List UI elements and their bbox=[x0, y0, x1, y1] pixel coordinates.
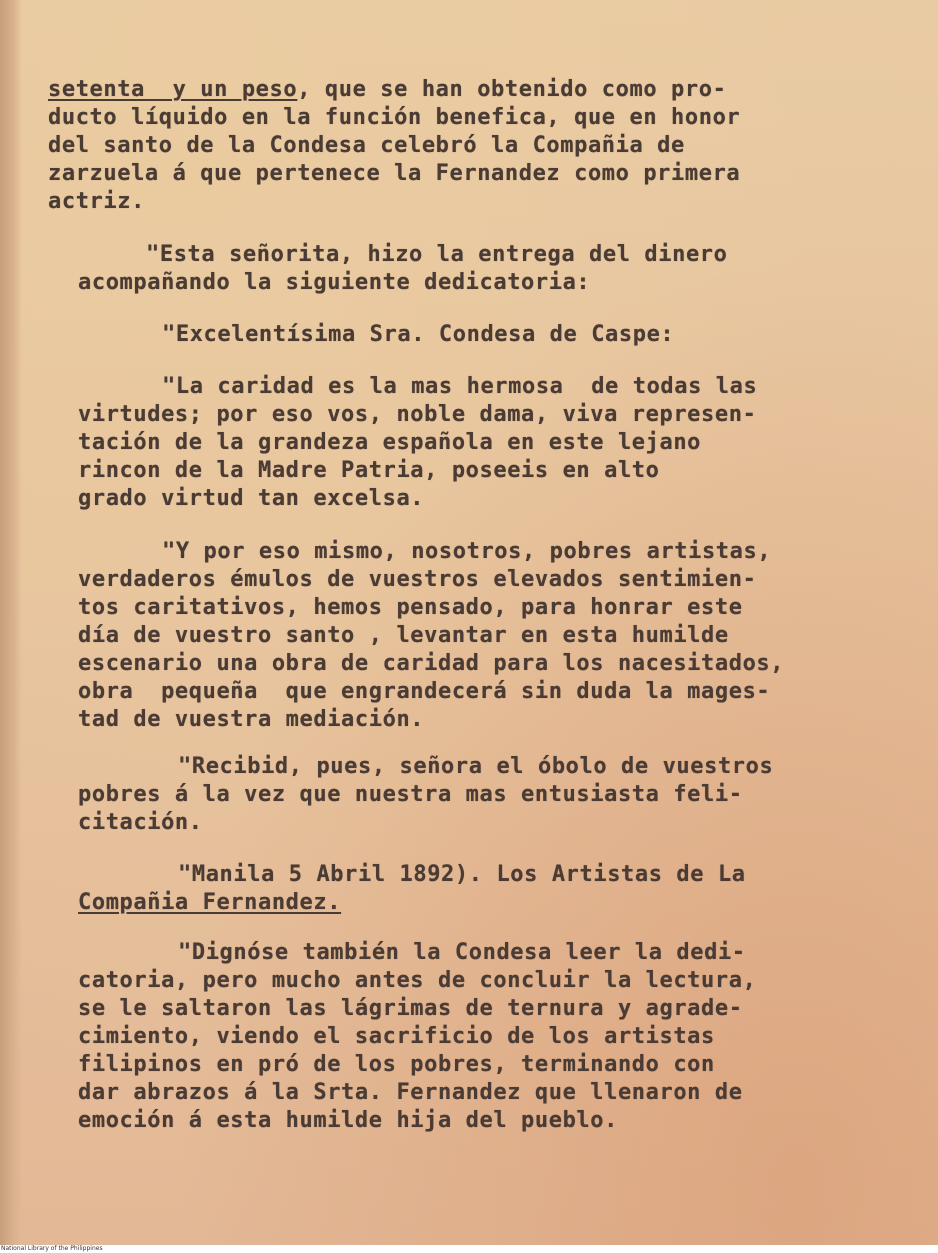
text-line-23: citación. bbox=[78, 810, 203, 835]
text-line-26: "Dignóse también la Condesa leer la dedi- bbox=[178, 940, 746, 965]
text-line-22: pobres á la vez que nuestra mas entusiasta feli- bbox=[78, 782, 743, 807]
text-line-11: tación de la grandeza española en este lejano bbox=[78, 430, 702, 455]
text-line-32: emoción á esta humilde hija del pueblo. bbox=[78, 1108, 618, 1133]
text-line-19: obra pequeña que engrandecerá sin duda la mages- bbox=[78, 679, 771, 704]
text-line-27: catoria, pero mucho antes de concluir la lectura, bbox=[78, 968, 757, 993]
text-line-1 bbox=[48, 76, 726, 104]
text-line-14: "Y por eso mismo, nosotros, pobres artistas, bbox=[162, 539, 772, 564]
underlined-phrase: setenta y un peso bbox=[48, 77, 298, 102]
text-line-15: verdaderos émulos de vuestros elevados sentimien- bbox=[78, 567, 757, 592]
text-line-24: "Manila 5 Abril 1892). Los Artistas de La bbox=[178, 862, 746, 887]
text-line-21: "Recibid, pues, señora el óbolo de vuestros bbox=[178, 754, 774, 779]
text-line-31: dar abrazos á la Srta. Fernandez que llenaron de bbox=[78, 1080, 743, 1105]
text-line-18: escenario una obra de caridad para los nacesitados, bbox=[78, 651, 785, 676]
text-line-28: se le saltaron las lágrimas de ternura y agrade- bbox=[78, 996, 743, 1021]
text-line-2: ducto líquido en la función benefica, que en honor bbox=[48, 105, 741, 130]
text-line-16: tos caritativos, hemos pensado, para honrar este bbox=[78, 595, 743, 620]
text-line-20: tad de vuestra mediación. bbox=[78, 707, 425, 732]
text-line-8: "Excelentísima Sra. Condesa de Caspe: bbox=[162, 322, 675, 347]
text-line-9: "La caridad es la mas hermosa de todas las bbox=[162, 374, 758, 399]
text-line-5: actriz. bbox=[48, 189, 145, 214]
text-line-7: acompañando la siguiente dedicatoria: bbox=[78, 270, 591, 295]
text-line-6: "Esta señorita, hizo la entrega del dinero bbox=[146, 242, 728, 267]
text-line-17: día de vuestro santo , levantar en esta humilde bbox=[78, 623, 729, 648]
text-line-4: zarzuela á que pertenece la Fernandez como primera bbox=[48, 161, 741, 186]
signature-underlined: Compañia Fernandez. bbox=[78, 890, 342, 915]
footer-credit: National Library of the Philippines bbox=[1, 1245, 103, 1252]
text-line-13: grado virtud tan excelsa. bbox=[78, 486, 425, 511]
text-line-1-rest: , que se han obtenido como pro- bbox=[297, 77, 727, 102]
text-line-10: virtudes; por eso vos, noble dama, viva represen- bbox=[78, 402, 757, 427]
text-line-12: rincon de la Madre Patria, poseeis en alto bbox=[78, 458, 660, 483]
text-line-30: filipinos en pró de los pobres, terminando con bbox=[78, 1052, 715, 1077]
footer-strip bbox=[0, 1245, 938, 1253]
text-line-3: del santo de la Condesa celebró la Compañia de bbox=[48, 133, 685, 158]
text-line-29: cimiento, viendo el sacrificio de los artistas bbox=[78, 1024, 715, 1049]
